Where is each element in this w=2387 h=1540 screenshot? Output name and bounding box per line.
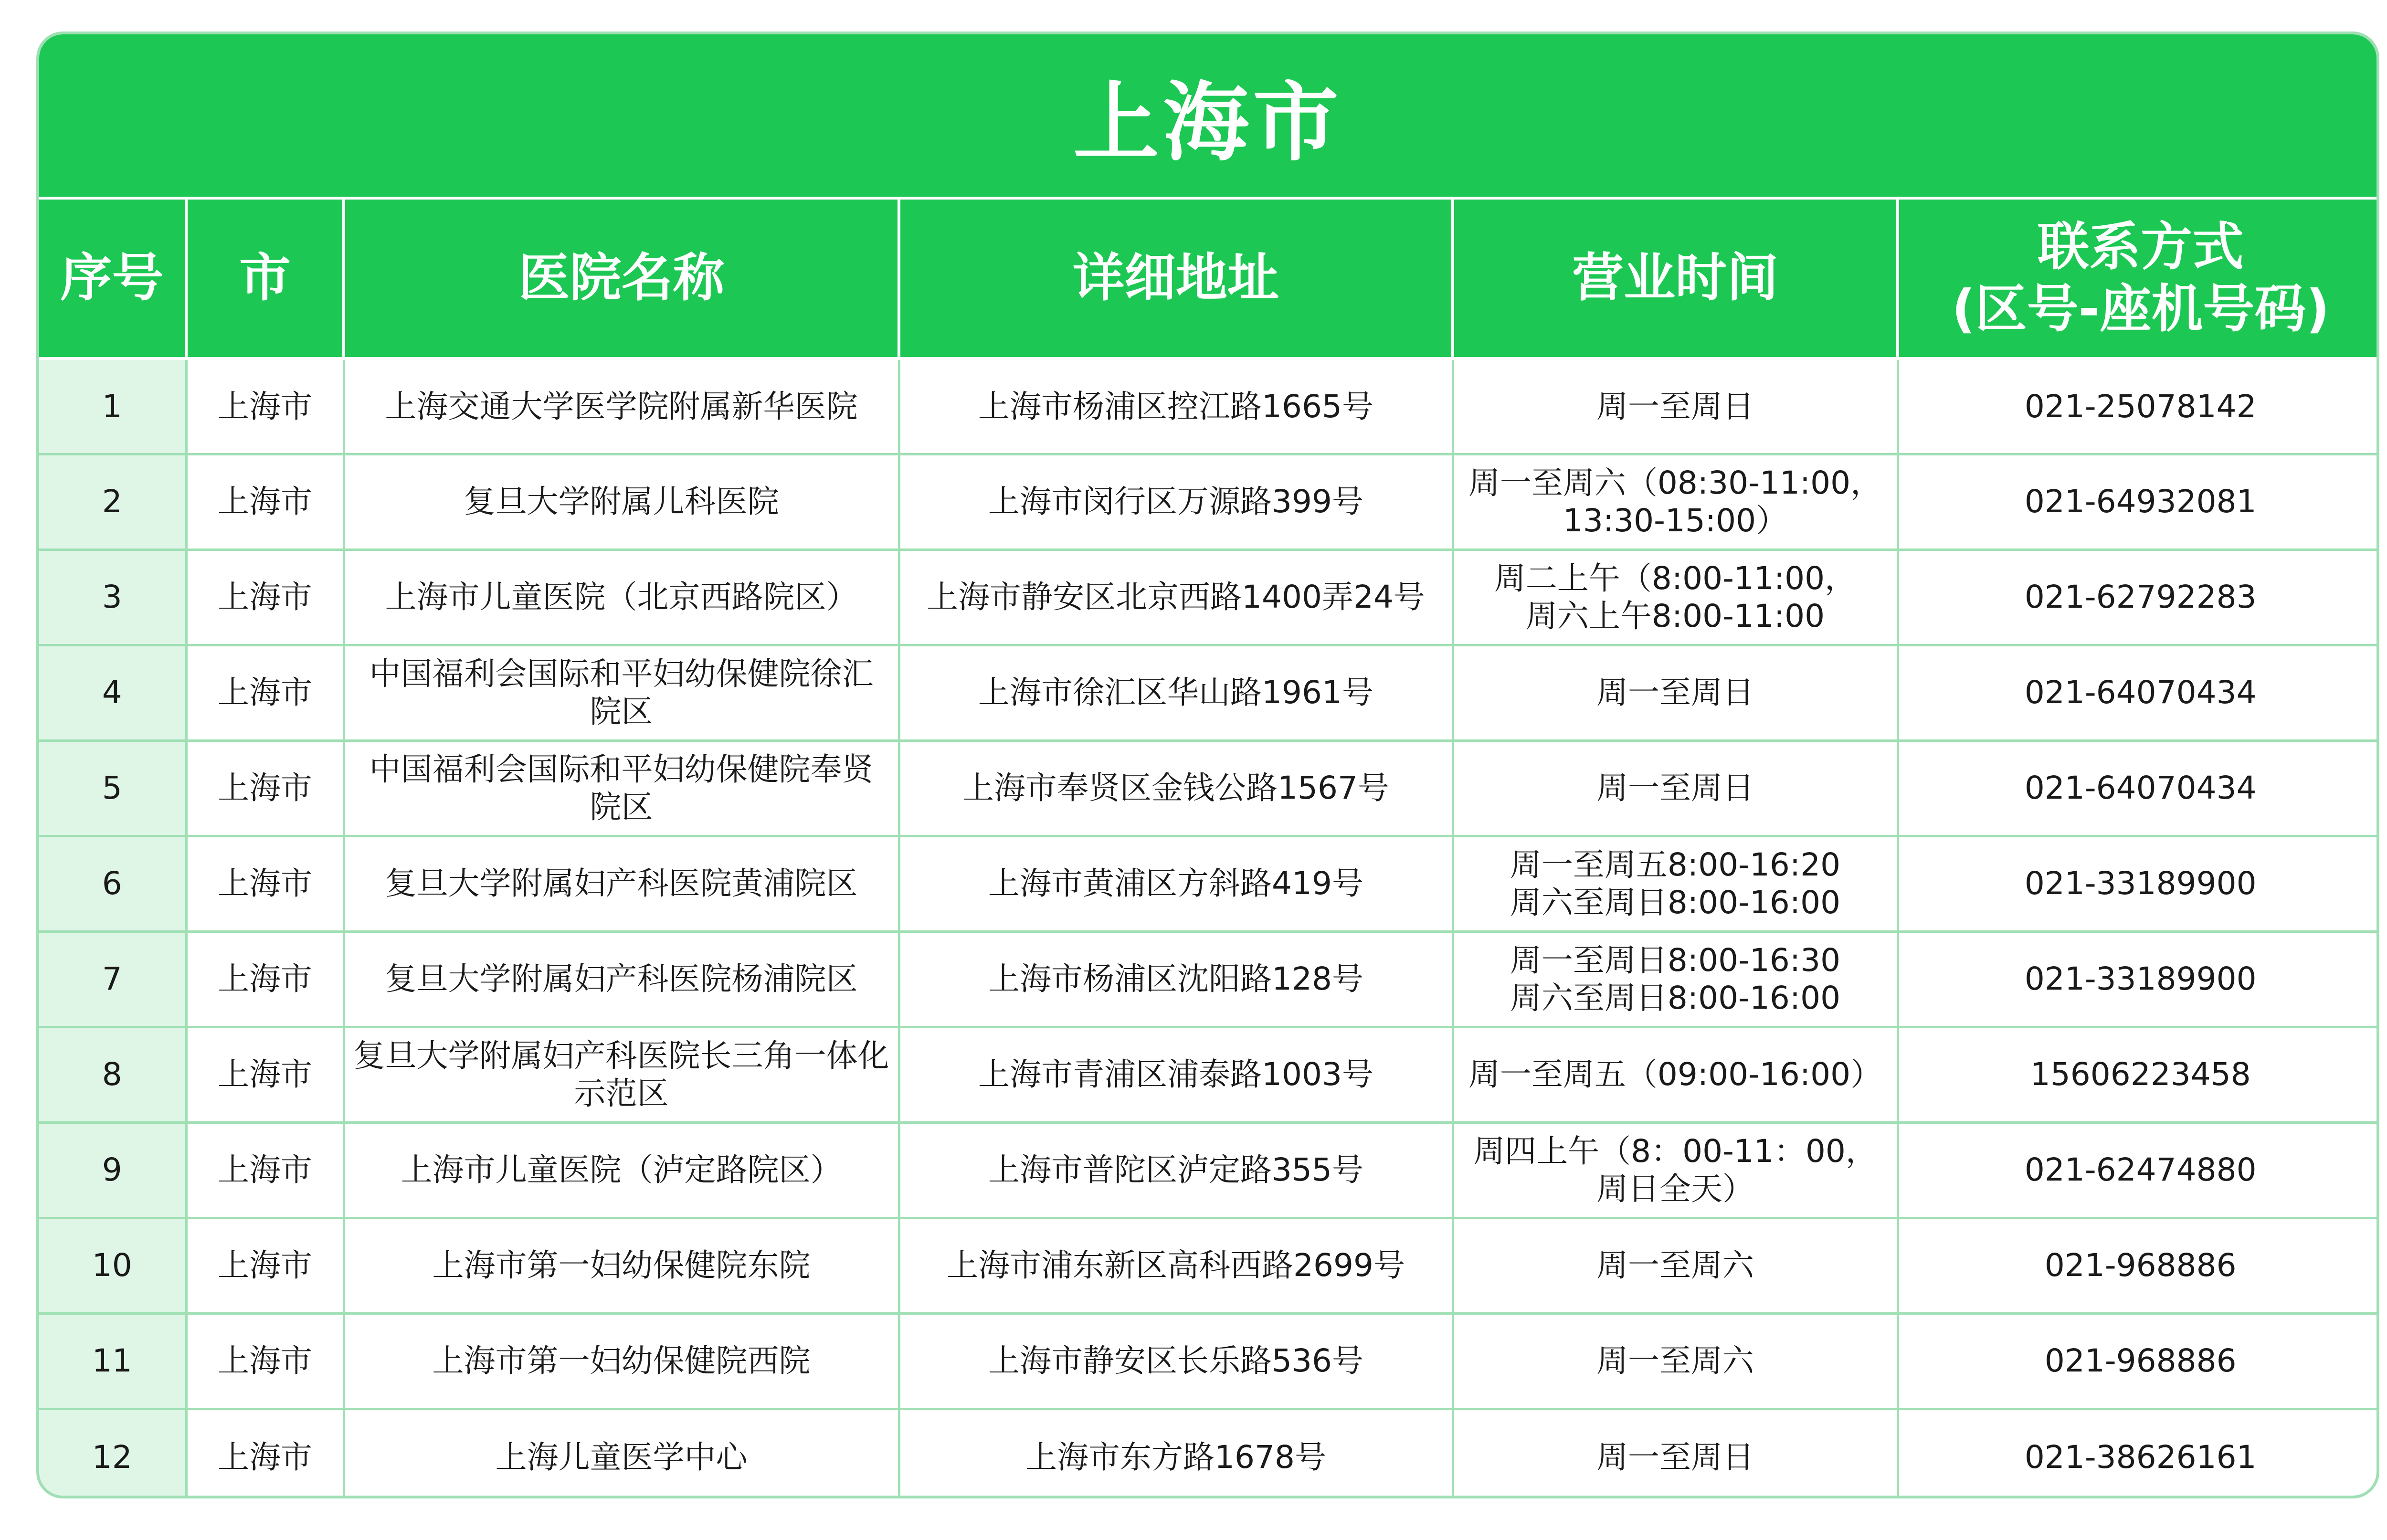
cell-hospital-name: 上海市儿童医院（泸定路院区） [344, 1122, 899, 1218]
hospital-table-card [36, 32, 2379, 1498]
cell-address: 上海市闵行区万源路399号 [899, 454, 1453, 549]
cell-city: 上海市 [186, 359, 344, 454]
cell-hospital-name: 中国福利会国际和平妇幼保健院徐汇 院区 [344, 645, 899, 740]
cell-hospital-name: 上海儿童医学中心 [344, 1409, 899, 1498]
table-row [39, 836, 2379, 931]
cell-hours: 周一至周五（09:00-16:00） [1453, 1027, 1898, 1122]
cell-city: 上海市 [186, 740, 344, 836]
header-city: 市 [186, 198, 344, 359]
hospital-table [39, 197, 2379, 1498]
table-row [39, 359, 2379, 454]
table-row [39, 931, 2379, 1027]
cell-index: 9 [39, 1122, 186, 1218]
header-address: 详细地址 [899, 198, 1453, 359]
cell-hours: 周二上午（8:00-11:00， 周六上午8:00-11:00 [1453, 549, 1898, 645]
cell-hours: 周一至周日 [1453, 1409, 1898, 1498]
cell-hospital-name: 上海市儿童医院（北京西路院区） [344, 549, 899, 645]
cell-phone: 021-64070434 [1898, 645, 2379, 740]
cell-address: 上海市浦东新区高科西路2699号 [899, 1218, 1453, 1313]
cell-address: 上海市杨浦区沈阳路128号 [899, 931, 1453, 1027]
cell-index: 10 [39, 1218, 186, 1313]
cell-address: 上海市黄浦区方斜路419号 [899, 836, 1453, 931]
cell-hours: 周四上午（8：00-11：00， 周日全天） [1453, 1122, 1898, 1218]
page-title: 上海市 [1073, 73, 1342, 173]
table-row [39, 1313, 2379, 1409]
cell-address: 上海市静安区长乐路536号 [899, 1313, 1453, 1409]
table-row [39, 1027, 2379, 1122]
cell-phone: 021-33189900 [1898, 836, 2379, 931]
table-row [39, 549, 2379, 645]
cell-index: 3 [39, 549, 186, 645]
table-row [39, 645, 2379, 740]
cell-hospital-name: 复旦大学附属妇产科医院杨浦院区 [344, 931, 899, 1027]
cell-index: 1 [39, 359, 186, 454]
cell-hours: 周一至周六（08:30-11:00， 13:30-15:00） [1453, 454, 1898, 549]
cell-address: 上海市徐汇区华山路1961号 [899, 645, 1453, 740]
cell-hospital-name: 复旦大学附属妇产科医院黄浦院区 [344, 836, 899, 931]
cell-hours: 周一至周六 [1453, 1218, 1898, 1313]
cell-index: 8 [39, 1027, 186, 1122]
header-hours: 营业时间 [1453, 198, 1898, 359]
cell-hours: 周一至周五8:00-16:20 周六至周日8:00-16:00 [1453, 836, 1898, 931]
cell-hours: 周一至周日 [1453, 359, 1898, 454]
header-index: 序号 [39, 198, 186, 359]
cell-phone: 021-968886 [1898, 1218, 2379, 1313]
cell-phone: 021-62474880 [1898, 1122, 2379, 1218]
table-row [39, 1218, 2379, 1313]
cell-address: 上海市奉贤区金钱公路1567号 [899, 740, 1453, 836]
cell-address: 上海市普陀区泸定路355号 [899, 1122, 1453, 1218]
cell-hospital-name: 中国福利会国际和平妇幼保健院奉贤 院区 [344, 740, 899, 836]
cell-index: 2 [39, 454, 186, 549]
cell-hospital-name: 复旦大学附属妇产科医院长三角一体化 示范区 [344, 1027, 899, 1122]
cell-address: 上海市静安区北京西路1400弄24号 [899, 549, 1453, 645]
cell-city: 上海市 [186, 1027, 344, 1122]
cell-city: 上海市 [186, 1313, 344, 1409]
cell-phone: 021-62792283 [1898, 549, 2379, 645]
cell-hours: 周一至周日 [1453, 740, 1898, 836]
cell-hospital-name: 上海市第一妇幼保健院西院 [344, 1313, 899, 1409]
cell-index: 11 [39, 1313, 186, 1409]
cell-phone: 021-64932081 [1898, 454, 2379, 549]
cell-city: 上海市 [186, 454, 344, 549]
cell-hours: 周一至周日8:00-16:30 周六至周日8:00-16:00 [1453, 931, 1898, 1027]
table-row [39, 740, 2379, 836]
cell-index: 5 [39, 740, 186, 836]
title-bar [39, 34, 2376, 197]
cell-phone: 15606223458 [1898, 1027, 2379, 1122]
cell-city: 上海市 [186, 931, 344, 1027]
cell-phone: 021-33189900 [1898, 931, 2379, 1027]
cell-city: 上海市 [186, 1218, 344, 1313]
cell-phone: 021-38626161 [1898, 1409, 2379, 1498]
table-row [39, 454, 2379, 549]
cell-phone: 021-25078142 [1898, 359, 2379, 454]
header-contact: 联系方式 (区号-座机号码) [1898, 198, 2379, 359]
cell-city: 上海市 [186, 549, 344, 645]
cell-hospital-name: 上海交通大学医学院附属新华医院 [344, 359, 899, 454]
table-header [39, 198, 2379, 359]
cell-address: 上海市青浦区浦泰路1003号 [899, 1027, 1453, 1122]
table-body [39, 359, 2379, 1498]
header-hospital-name: 医院名称 [344, 198, 899, 359]
cell-city: 上海市 [186, 645, 344, 740]
table-row [39, 1122, 2379, 1218]
header-row [39, 198, 2379, 359]
cell-city: 上海市 [186, 1409, 344, 1498]
cell-hours: 周一至周六 [1453, 1313, 1898, 1409]
cell-address: 上海市杨浦区控江路1665号 [899, 359, 1453, 454]
cell-hospital-name: 上海市第一妇幼保健院东院 [344, 1218, 899, 1313]
cell-city: 上海市 [186, 836, 344, 931]
cell-hours: 周一至周日 [1453, 645, 1898, 740]
table-row [39, 1409, 2379, 1498]
cell-phone: 021-64070434 [1898, 740, 2379, 836]
cell-index: 7 [39, 931, 186, 1027]
cell-address: 上海市东方路1678号 [899, 1409, 1453, 1498]
cell-city: 上海市 [186, 1122, 344, 1218]
cell-hospital-name: 复旦大学附属儿科医院 [344, 454, 899, 549]
cell-index: 6 [39, 836, 186, 931]
cell-index: 4 [39, 645, 186, 740]
cell-index: 12 [39, 1409, 186, 1498]
cell-phone: 021-968886 [1898, 1313, 2379, 1409]
